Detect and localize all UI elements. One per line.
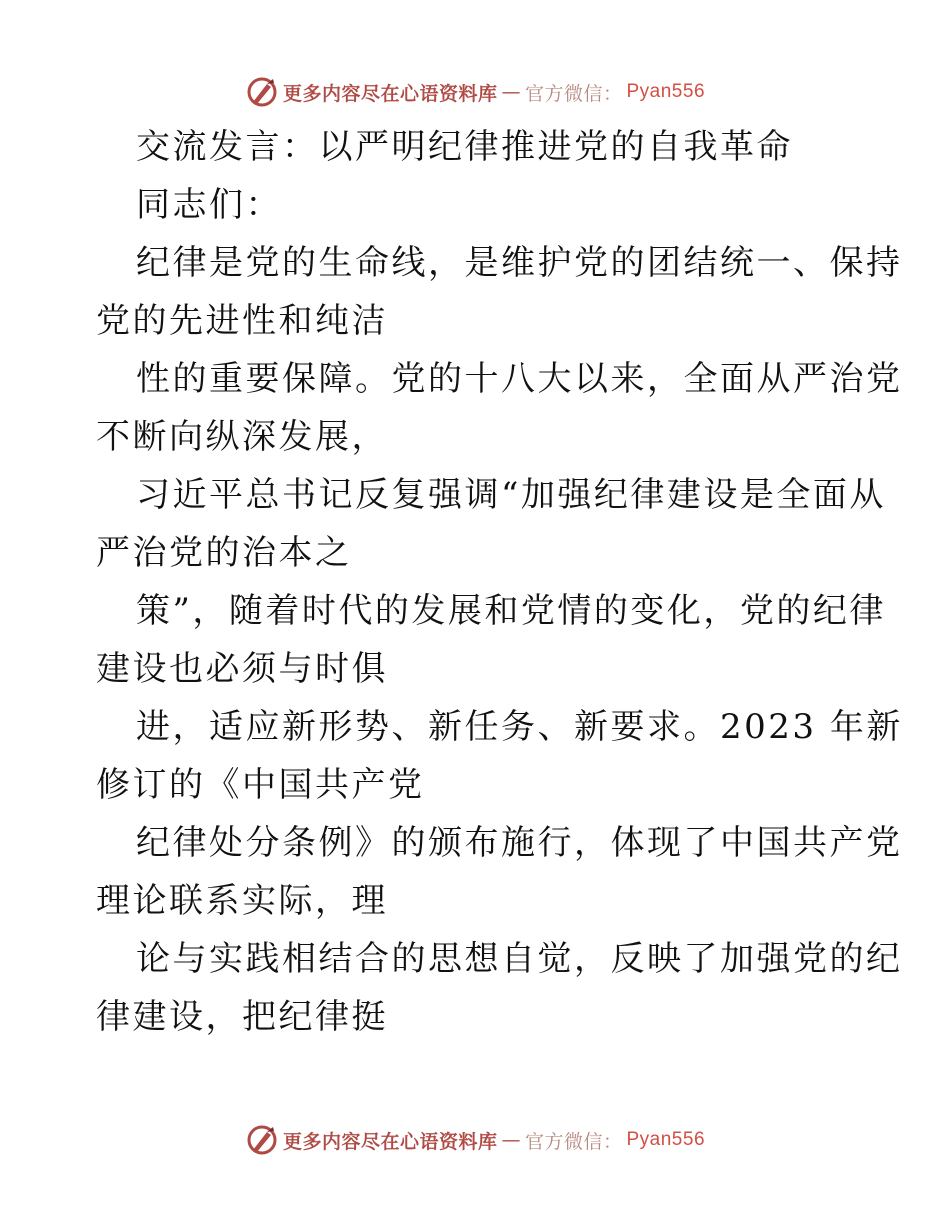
watermark-wechat-id: Pyan556 xyxy=(626,81,706,102)
body-line: 论与实践相结合的思想自觉，反映了加强党的纪 xyxy=(136,939,903,979)
body-line: 性的重要保障。党的十八大以来，全面从严治党 xyxy=(136,359,903,399)
watermark-main-text: 更多内容尽在心语资料库 xyxy=(282,1130,498,1153)
watermark-wechat-id: Pyan556 xyxy=(626,1129,706,1150)
body-line: 建设也必须与时俱 xyxy=(96,649,388,689)
watermark-dash: — xyxy=(501,81,521,103)
watermark-main-text: 更多内容尽在心语资料库 xyxy=(282,82,498,105)
watermark-dash: — xyxy=(501,1129,521,1151)
quill-seal-icon xyxy=(245,75,279,109)
document-title: 交流发言：以严明纪律推进党的自我革命 xyxy=(136,127,793,167)
body-line: 修订的《中国共产党 xyxy=(96,765,425,805)
watermark-content xyxy=(245,75,705,109)
body-line: 纪律是党的生命线，是维护党的团结统一、保持 xyxy=(136,243,903,283)
body-line: 律建设，把纪律挺 xyxy=(96,997,388,1037)
body-line: 理论联系实际，理 xyxy=(96,881,388,921)
quill-seal-icon xyxy=(245,1123,279,1157)
watermark-wechat-label: 官方微信： xyxy=(524,1130,623,1153)
salutation: 同志们： xyxy=(136,185,282,225)
watermark-content xyxy=(245,1123,705,1157)
header-watermark xyxy=(0,72,950,112)
document-body xyxy=(96,118,903,1046)
body-line: 进，适应新形势、新任务、新要求。2023 年新 xyxy=(136,707,903,747)
footer-watermark xyxy=(0,1120,950,1160)
body-line: 不断向纵深发展， xyxy=(96,417,388,457)
body-line: 党的先进性和纯洁 xyxy=(96,301,388,341)
body-line: 纪律处分条例》的颁布施行，体现了中国共产党 xyxy=(136,823,903,863)
body-line: 策”，随着时代的发展和党情的变化，党的纪律 xyxy=(136,591,886,631)
watermark-wechat-label: 官方微信： xyxy=(524,82,623,105)
body-line: 习近平总书记反复强调“加强纪律建设是全面从 xyxy=(136,475,886,515)
body-line: 严治党的治本之 xyxy=(96,533,352,573)
